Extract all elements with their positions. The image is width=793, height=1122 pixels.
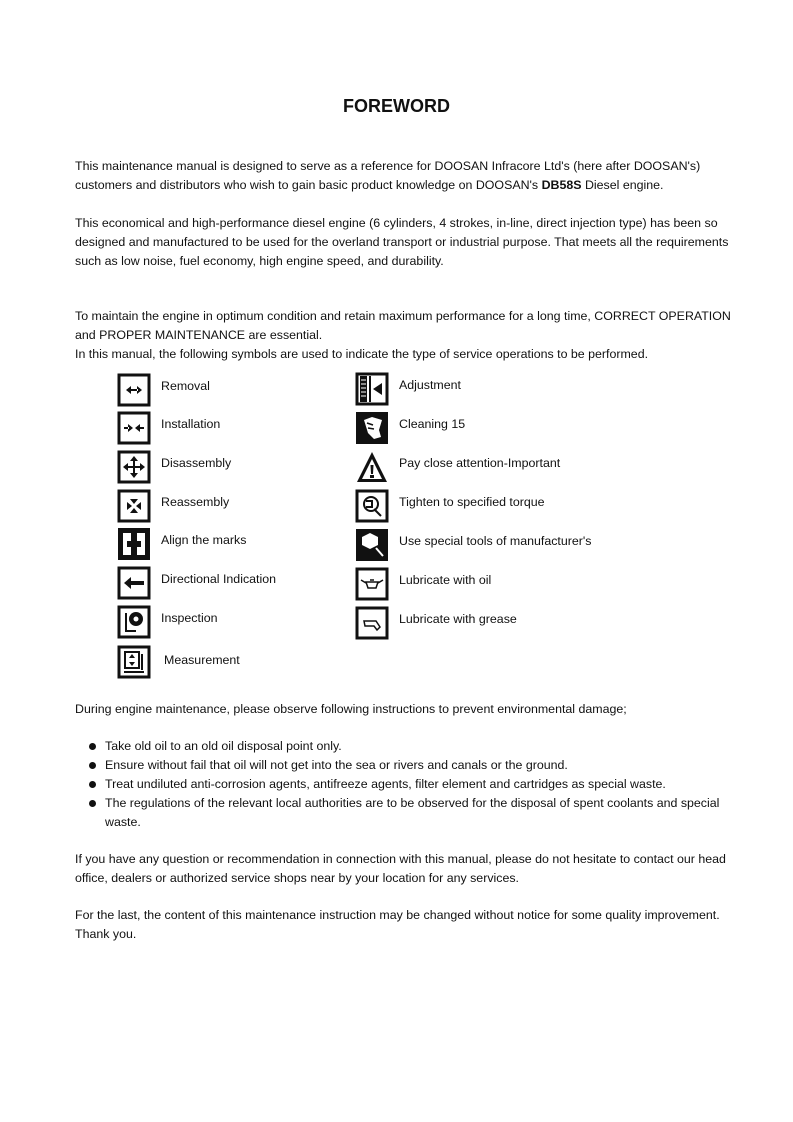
symbol-label: Removal	[161, 379, 210, 393]
warning-icon	[355, 450, 389, 484]
symbol-label: Inspection	[161, 611, 218, 625]
symbol-label: Align the marks	[161, 533, 247, 547]
symbol-label: Lubricate with grease	[399, 612, 517, 626]
symbol-label: Adjustment	[399, 378, 461, 392]
measurement-icon	[117, 645, 151, 679]
symbol-removal	[117, 373, 210, 407]
symbol-label: Disassembly	[161, 456, 232, 470]
symbol-torque	[355, 489, 545, 523]
intro-paragraph	[75, 157, 735, 195]
removal-icon	[117, 373, 151, 407]
symbol-label: Use special tools of manufacturer's	[399, 534, 592, 548]
list-item: The regulations of the relevant local authorities are to be observed for the disposal of spent coolants and special waste.	[105, 794, 735, 832]
symbol-grease	[355, 606, 517, 640]
inspection-icon	[117, 605, 151, 639]
reassembly-icon	[117, 489, 151, 523]
disassembly-icon	[117, 450, 151, 484]
special-tool-icon	[355, 528, 389, 562]
symbols-intro: In this manual, the following symbols are used to indicate the type of service operations to be performed.	[75, 347, 649, 361]
maintenance-note: To maintain the engine in optimum condition and retain maximum performance for a long time, CORRECT OPERATION and PROPER MAINTENANCE are essential.	[75, 309, 731, 342]
symbol-disassembly	[117, 450, 231, 484]
symbol-label: Tighten to specified torque	[399, 495, 545, 509]
symbol-label: Measurement	[164, 653, 240, 667]
environment-list	[75, 737, 735, 832]
align-marks-icon	[117, 527, 151, 561]
symbol-label: Directional Indication	[161, 572, 277, 586]
cleaning-icon	[355, 411, 389, 445]
symbol-important	[355, 450, 560, 484]
symbol-label: Cleaning 15	[399, 417, 466, 431]
grease-icon	[355, 606, 389, 640]
engine-model: DB58S	[541, 178, 582, 192]
installation-icon	[117, 411, 151, 445]
symbol-label: Reassembly	[161, 495, 230, 509]
arrow-left-icon	[117, 566, 151, 600]
intro-text: This maintenance manual is designed to serve as a reference for DOOSAN Infracore Ltd's (here after DOOSAN's) customers and distributors who wish to gain basic product knowledge on DOOSAN's	[75, 159, 701, 192]
list-item: Treat undiluted anti-corrosion agents, antifreeze agents, filter element and cartridges as special waste.	[105, 775, 735, 794]
symbol-adjustment	[355, 372, 461, 406]
closing-paragraph: For the last, the content of this maintenance instruction may be changed without notice for some quality improvement. Thank you.	[75, 908, 720, 941]
list-item: Ensure without fail that oil will not get into the sea or rivers and canals or the ground.	[105, 756, 735, 775]
symbol-directional	[117, 566, 276, 600]
symbol-cleaning	[355, 411, 465, 445]
symbol-label: Pay close attention-Important	[399, 456, 561, 470]
symbol-label: Lubricate with oil	[399, 573, 492, 587]
symbol-label: Installation	[161, 417, 221, 431]
environment-intro: During engine maintenance, please observe following instructions to prevent environmental damage;	[75, 702, 627, 716]
symbol-installation	[117, 411, 220, 445]
engine-description: This economical and high-performance diesel engine (6 cylinders, 4 strokes, in-line, direct injection type) has been so designed and manufactured to be used for the overland transport or industrial purpose. That meets all the requirements such as low noise, fuel economy, high engine speed, and durability.	[75, 216, 729, 268]
adjustment-icon	[355, 372, 389, 406]
intro-text-end: Diesel engine.	[581, 178, 664, 192]
contact-paragraph: If you have any question or recommendation in connection with this manual, please do not hesitate to contact our head office, dealers or authorized service shops near by your location for any services.	[75, 852, 726, 885]
oil-can-icon	[355, 567, 389, 601]
symbol-align-marks	[117, 527, 246, 561]
symbol-special-tools	[355, 528, 591, 562]
symbol-measurement	[117, 645, 240, 679]
symbol-reassembly	[117, 489, 229, 523]
list-item: Take old oil to an old oil disposal point only.	[105, 737, 735, 756]
torque-wrench-icon	[355, 489, 389, 523]
page-title: FOREWORD	[343, 96, 450, 116]
symbol-inspection	[117, 605, 217, 639]
symbol-oil	[355, 567, 491, 601]
